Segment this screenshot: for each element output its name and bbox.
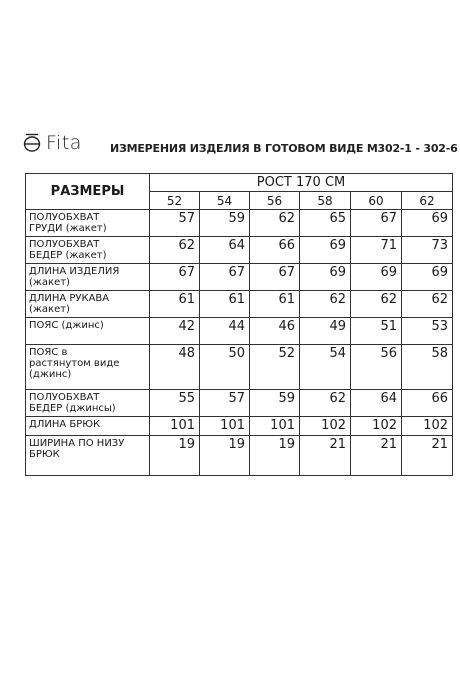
measurement-value: 102 <box>300 417 351 436</box>
measurement-value: 61 <box>200 291 250 318</box>
measurement-value: 66 <box>402 390 453 417</box>
measurement-value: 62 <box>250 210 300 237</box>
measurement-value: 69 <box>300 264 351 291</box>
table-row <box>26 390 453 417</box>
measurement-label: ДЛИНА ИЗДЕЛИЯ (жакет) <box>26 264 150 291</box>
measurement-value: 53 <box>402 318 453 345</box>
measurement-value: 62 <box>351 291 402 318</box>
size-header-cell: 60 <box>351 192 402 210</box>
measurement-value: 46 <box>250 318 300 345</box>
measurement-value: 61 <box>150 291 200 318</box>
fita-logo-icon <box>22 133 42 153</box>
measurement-value: 71 <box>351 237 402 264</box>
measurement-value: 102 <box>402 417 453 436</box>
table-row <box>26 345 453 390</box>
measurement-label: ПОЯС в растянутом виде (джинс) <box>26 345 150 390</box>
measurement-value: 69 <box>402 264 453 291</box>
measurement-value: 61 <box>250 291 300 318</box>
measurement-value: 67 <box>200 264 250 291</box>
measurement-value: 65 <box>300 210 351 237</box>
measurement-label: ПОЛУОБХВАТ БЕДЕР (жакет) <box>26 237 150 264</box>
measurement-value: 21 <box>402 436 453 476</box>
measurement-value: 62 <box>402 291 453 318</box>
size-header-cell: 52 <box>150 192 200 210</box>
height-header: РОСТ 170 СМ <box>150 174 453 192</box>
measurement-value: 62 <box>300 390 351 417</box>
measurement-value: 69 <box>402 210 453 237</box>
measurement-value: 51 <box>351 318 402 345</box>
measurement-value: 67 <box>150 264 200 291</box>
table-row <box>26 318 453 345</box>
measurement-value: 52 <box>250 345 300 390</box>
measurement-value: 19 <box>150 436 200 476</box>
measurement-value: 102 <box>351 417 402 436</box>
measurement-value: 62 <box>300 291 351 318</box>
measurement-value: 101 <box>150 417 200 436</box>
brand-logo <box>22 132 82 154</box>
measurement-value: 21 <box>300 436 351 476</box>
measurement-value: 55 <box>150 390 200 417</box>
measurement-value: 44 <box>200 318 250 345</box>
measurement-value: 101 <box>200 417 250 436</box>
measurement-label: ДЛИНА БРЮК <box>26 417 150 436</box>
measurement-value: 48 <box>150 345 200 390</box>
measurement-value: 42 <box>150 318 200 345</box>
measurement-value: 64 <box>200 237 250 264</box>
measurement-label: ШИРИНА ПО НИЗУ БРЮК <box>26 436 150 476</box>
measurement-value: 62 <box>150 237 200 264</box>
measurement-value: 19 <box>200 436 250 476</box>
measurement-value: 57 <box>150 210 200 237</box>
size-header-cell: 58 <box>300 192 351 210</box>
measurement-value: 57 <box>200 390 250 417</box>
measurement-value: 67 <box>250 264 300 291</box>
brand-name: Fita <box>46 132 82 154</box>
table-row <box>26 417 453 436</box>
size-header-cell: 62 <box>402 192 453 210</box>
measurement-value: 21 <box>351 436 402 476</box>
measurement-label: ПОЛУОБХВАТ ГРУДИ (жакет) <box>26 210 150 237</box>
measurement-value: 50 <box>200 345 250 390</box>
measurement-label: ПОЯС (джинс) <box>26 318 150 345</box>
table-row <box>26 237 453 264</box>
measurement-value: 64 <box>351 390 402 417</box>
measurement-value: 73 <box>402 237 453 264</box>
table-row <box>26 291 453 318</box>
measurement-value: 101 <box>250 417 300 436</box>
size-header-cell: 56 <box>250 192 300 210</box>
measurement-value: 69 <box>351 264 402 291</box>
table-row <box>26 210 453 237</box>
table-row <box>26 264 453 291</box>
size-header-cell: 54 <box>200 192 250 210</box>
measurement-value: 49 <box>300 318 351 345</box>
table-row <box>26 436 453 476</box>
measurements-body <box>26 210 453 476</box>
measurement-value: 59 <box>250 390 300 417</box>
measurement-value: 19 <box>250 436 300 476</box>
measurement-value: 66 <box>250 237 300 264</box>
measurement-label: ПОЛУОБХВАТ БЕДЕР (джинсы) <box>26 390 150 417</box>
measurement-value: 59 <box>200 210 250 237</box>
measurements-table <box>25 173 453 476</box>
sizes-header: РАЗМЕРЫ <box>26 174 150 210</box>
measurement-value: 54 <box>300 345 351 390</box>
document-title: ИЗМЕРЕНИЯ ИЗДЕЛИЯ В ГОТОВОМ ВИДЕ М302-1 - 302-6 <box>110 142 458 155</box>
measurement-value: 67 <box>351 210 402 237</box>
measurement-value: 58 <box>402 345 453 390</box>
measurement-label: ДЛИНА РУКАВА (жакет) <box>26 291 150 318</box>
measurement-value: 69 <box>300 237 351 264</box>
measurement-value: 56 <box>351 345 402 390</box>
document-header <box>22 130 458 160</box>
